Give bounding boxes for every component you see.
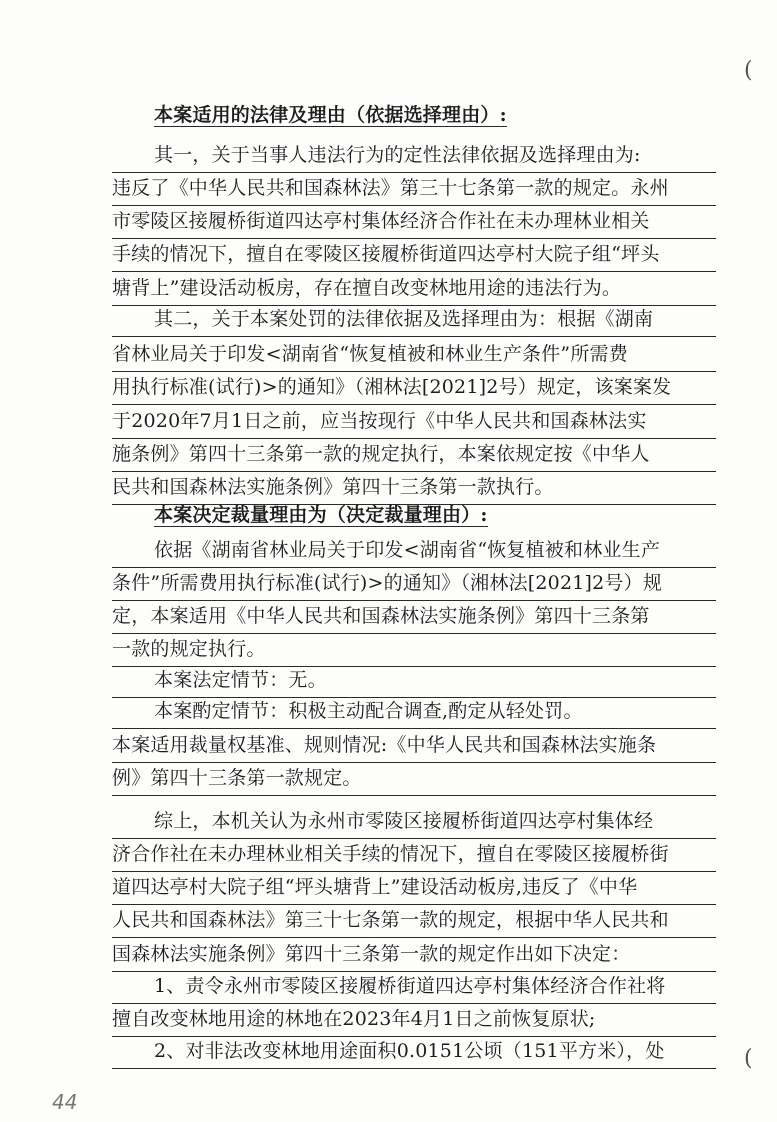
margin-mark-bottom: ( bbox=[744, 1046, 753, 1071]
text-line: 综上，本机关认为永州市零陵区接履桥街道四达亭村集体经 bbox=[112, 806, 716, 839]
text-line: 于2020年7月1日之前，应当按现行《中华人民共和国森林法实 bbox=[112, 406, 716, 439]
text-line: 市零陵区接履桥街道四达亭村集体经济合作社在未办理林业相关 bbox=[112, 206, 716, 239]
text-line: 民共和国森林法实施条例》第四十三条第一款执行。 bbox=[112, 472, 716, 505]
text-line: 例》第四十三条第一款规定。 bbox=[112, 763, 716, 796]
text-line: 1、责令永州市零陵区接履桥街道四达亭村集体经济合作社将 bbox=[112, 971, 716, 1004]
section-heading bbox=[112, 500, 716, 533]
text-line: 施条例》第四十三条第一款的规定执行，本案依规定按《中华人 bbox=[112, 439, 716, 472]
text-line: 条件”所需费用执行标准(试行)>的通知》（湘林法[2021]2号）规 bbox=[112, 568, 716, 601]
text-line: 用执行标准(试行)>的通知》（湘林法[2021]2号）规定，该案案发 bbox=[112, 372, 716, 405]
text-line: 省林业局关于印发<湖南省“恢复植被和林业生产条件”所需费 bbox=[112, 339, 716, 372]
text-line: 其一，关于当事人违法行为的定性法律依据及选择理由为: bbox=[112, 140, 716, 173]
text-line: 本案法定情节：无。 bbox=[112, 665, 716, 698]
text-line: 擅自改变林地用途的林地在2023年4月1日之前恢复原状; bbox=[112, 1004, 716, 1037]
text-line: 手续的情况下，擅自在零陵区接履桥街道四达亭村大院子组“坪头 bbox=[112, 239, 716, 272]
text-line: 人民共和国森林法》第三十七条第一款的规定，根据中华人民共和 bbox=[112, 905, 716, 938]
text-line: 塘背上”建设活动板房，存在擅自改变林地用途的违法行为。 bbox=[112, 273, 716, 306]
heading-text: 本案适用的法律及理由（依据选择理由）: bbox=[154, 104, 507, 126]
text-line: 一款的规定执行。 bbox=[112, 634, 716, 667]
section-heading bbox=[112, 100, 716, 133]
text-line: 其二，关于本案处罚的法律依据及选择理由为：根据《湖南 bbox=[112, 304, 716, 337]
heading-text: 本案决定裁量理由为（决定裁量理由）: bbox=[154, 504, 488, 526]
margin-mark-top: ( bbox=[744, 58, 753, 83]
text-line: 本案酌定情节：积极主动配合调查,酌定从轻处罚。 bbox=[112, 696, 716, 729]
text-line: 2、对非法改变林地用途面积0.0151公顷（151平方米），处 bbox=[112, 1036, 716, 1069]
text-line: 本案适用裁量权基准、规则情况:《中华人民共和国森林法实施条 bbox=[112, 730, 716, 763]
text-line: 道四达亭村大院子组“坪头塘背上”建设活动板房,违反了《中华 bbox=[112, 872, 716, 905]
text-line: 定，本案适用《中华人民共和国森林法实施条例》第四十三条第 bbox=[112, 601, 716, 634]
text-line: 违反了《中华人民共和国森林法》第三十七条第一款的规定。永州 bbox=[112, 173, 716, 206]
text-line: 依据《湖南省林业局关于印发<湖南省“恢复植被和林业生产 bbox=[112, 535, 716, 568]
text-line: 国森林法实施条例》第四十三条第一款的规定作出如下决定： bbox=[112, 939, 716, 972]
text-line: 济合作社在未办理林业相关手续的情况下，擅自在零陵区接履桥街 bbox=[112, 839, 716, 872]
page-number: 44 bbox=[52, 1090, 78, 1114]
